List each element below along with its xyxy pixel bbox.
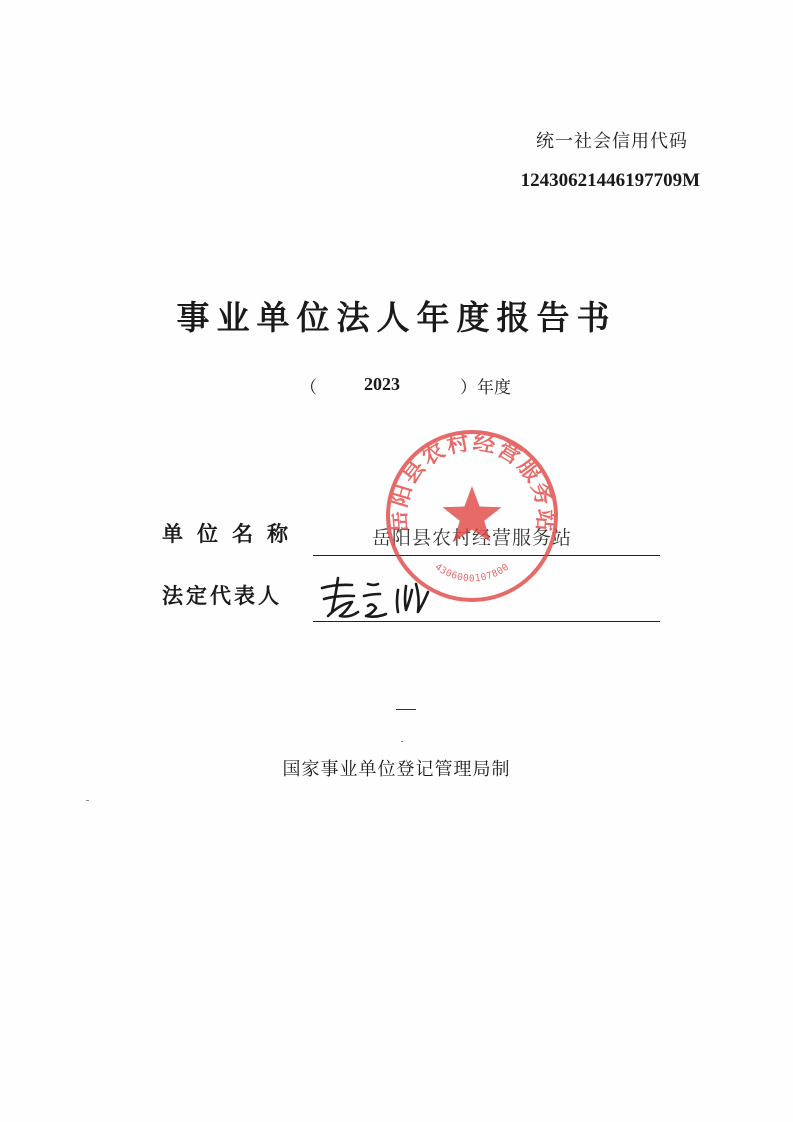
year-suffix: ）年度 <box>460 378 511 398</box>
separator-dash <box>396 709 416 710</box>
scan-speck <box>401 741 403 742</box>
unit-name-label: 单位名称 <box>162 522 302 546</box>
svg-text:岳阳县农村经营服务站: 岳阳县农村经营服务站 <box>385 429 559 534</box>
issuer-footer: 国家事业单位登记管理局制 <box>282 759 511 780</box>
unit-name-value: 岳阳县农村经营服务站 <box>372 527 573 549</box>
legal-representative-signature <box>316 572 436 622</box>
credit-code-value: 12430621446197709M <box>520 170 700 191</box>
year-open-paren: （ <box>300 378 317 398</box>
scan-speck <box>86 800 89 801</box>
document-title: 事业单位法人年度报告书 <box>176 298 617 337</box>
legal-representative-label: 法定代表人 <box>162 584 282 608</box>
credit-code-label: 统一社会信用代码 <box>536 131 688 152</box>
svg-text:4306000107800: 4306000107800 <box>432 561 512 585</box>
report-year-value: 2023 <box>364 374 400 394</box>
